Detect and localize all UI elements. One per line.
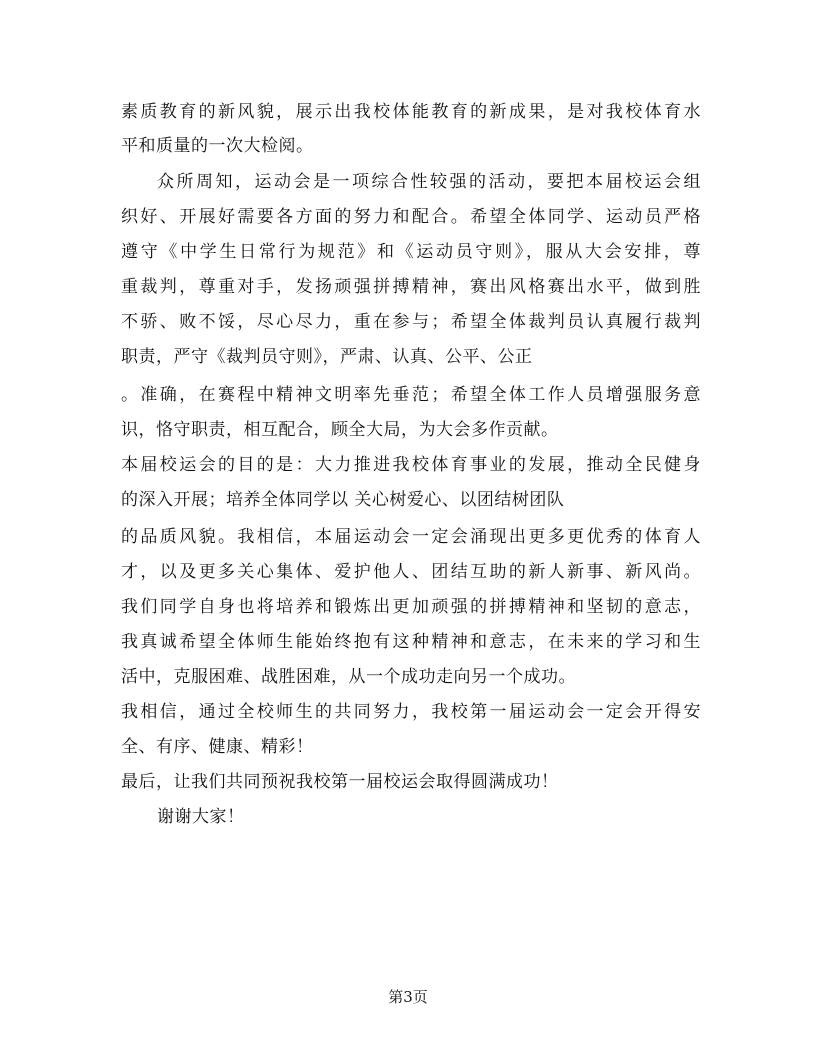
text-line: 我们同学自身也将培养和锻炼出更加顽强的拼搏精神和坚韧的意志， [121, 597, 701, 617]
text-line: 识，恪守职责，相互配合，顾全大局，为大会多作贡献。 [121, 420, 559, 440]
text-line: 重裁判，尊重对手，发扬顽强拼搏精神，赛出风格赛出水平，做到胜 [121, 277, 701, 297]
text-line: 。准确，在赛程中精神文明率先垂范；希望全体工作人员增强服务意 [121, 385, 701, 405]
text-line: 的深入开展；培养全体同学以 关心树爱心、以团结树团队 [121, 490, 565, 510]
page-number: 第3页 [388, 988, 428, 1006]
text-line: 谢谢大家！ [157, 807, 245, 827]
text-line: 我真诚希望全体师生能始终抱有这种精神和意志，在未来的学习和生 [121, 632, 701, 652]
text-line: 全、有序、健康、精彩！ [121, 737, 314, 757]
text-line: 不骄、败不馁，尽心尽力，重在参与；希望全体裁判员认真履行裁判 [121, 312, 701, 332]
text-line: 的品质风貌。我相信，本届运动会一定会涌现出更多更优秀的体育人 [121, 527, 701, 547]
text-line: 遵守《中学生日常行为规范》和《运动员守则》，服从大会安排，尊 [121, 242, 701, 262]
text-line: 素质教育的新风貌，展示出我校体能教育的新成果，是对我校体育水 [121, 102, 701, 122]
text-line: 众所周知，运动会是一项综合性较强的活动，要把本届校运会组 [157, 172, 701, 192]
text-line: 平和质量的一次大检阅。 [121, 136, 314, 156]
text-line: 织好、开展好需要各方面的努力和配合。希望全体同学、运动员严格 [121, 207, 701, 227]
text-line: 最后，让我们共同预祝我校第一届校运会取得圆满成功！ [121, 772, 559, 792]
text-line: 职责，严守《裁判员守则》，严肃、认真、公平、公正 [121, 347, 533, 367]
text-line: 我相信，通过全校师生的共同努力，我校第一届运动会一定会开得安 [121, 702, 701, 722]
text-line: 才，以及更多关心集体、爱护他人、团结互助的新人新事、新风尚。 [121, 562, 701, 582]
text-line: 活中，克服困难、战胜困难，从一个成功走向另一个成功。 [121, 667, 576, 687]
text-line: 本届校运会的目的是：大力推进我校体育事业的发展，推动全民健身 [121, 455, 701, 475]
